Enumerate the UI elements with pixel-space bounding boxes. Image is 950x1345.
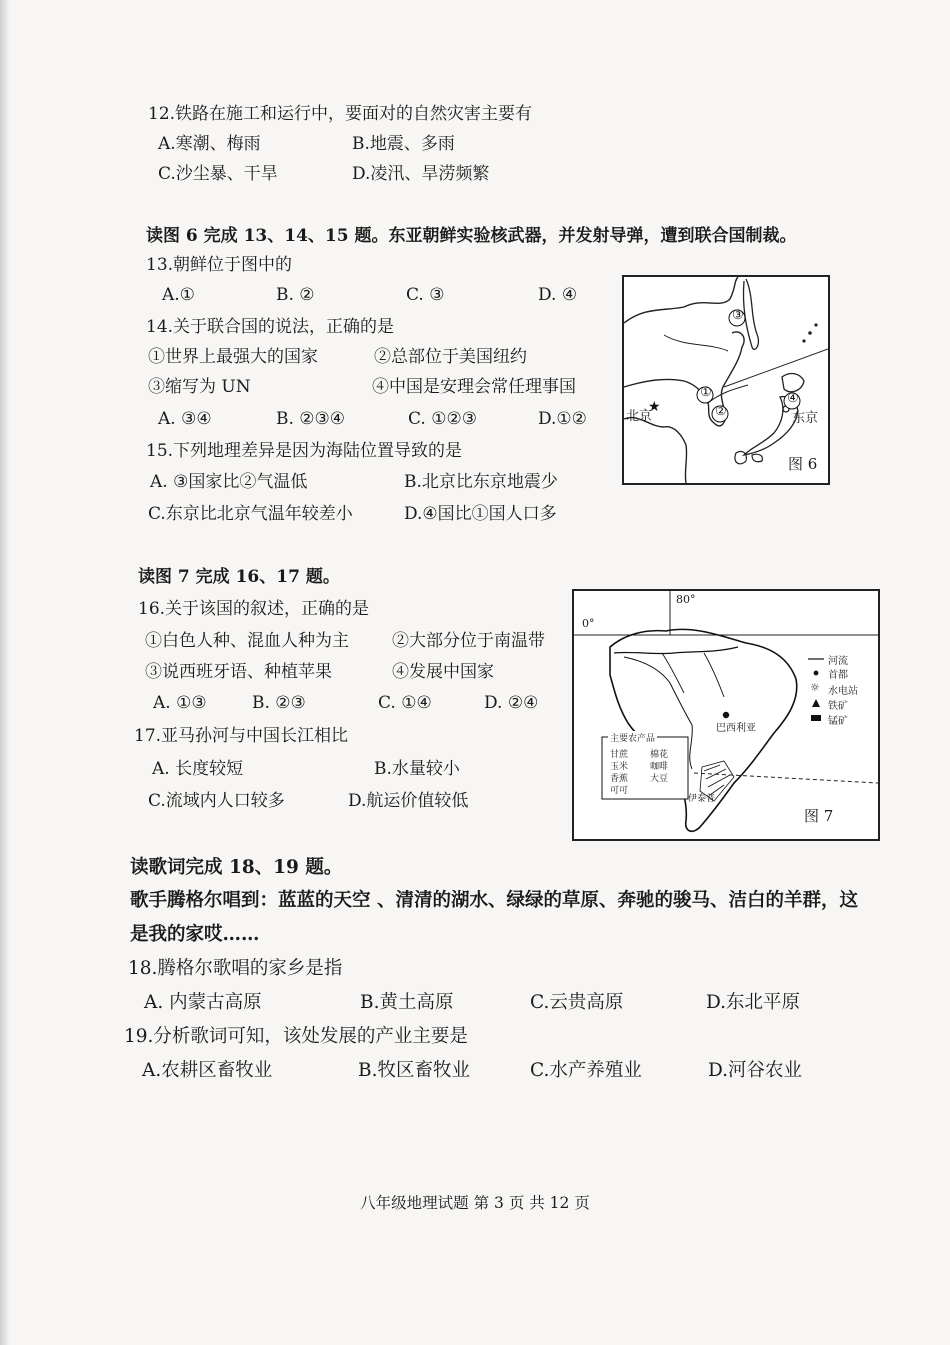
figure-7-caption: 图 7 [804,807,834,825]
q15-option-b: B.北京比东京地震少 [404,472,558,492]
q14-statement-3: ③缩写为 UN [148,377,251,397]
q16-option-a: A. ①③ [153,693,207,713]
q12-option-a: A.寒潮、梅雨 [158,134,261,154]
crop-coffee: 咖啡 [650,762,669,772]
q17-option-c: C.流域内人口较多 [148,791,285,811]
q14-stem: 14.关于联合国的说法，正确的是 [146,317,395,337]
q18-option-a: A. 内蒙古高原 [144,992,262,1013]
q18-stem: 18.腾格尔歌唱的家乡是指 [128,958,343,979]
legend-manganese-mine: 锰矿 [828,716,848,727]
q18-option-c: C.云贵高原 [530,992,624,1013]
q13-option-b: B. ② [276,285,315,305]
q16-option-d: D. ②④ [484,693,539,713]
q15-option-d: D.④国比①国人口多 [404,504,557,524]
instruction-q13-15: 读图 6 完成 13、14、15 题。东亚朝鲜实验核武器，并发射导弹，遭到联合国制裁。 [146,226,797,246]
instruction-q16-17: 读图 7 完成 16、17 题。 [138,567,340,587]
beijing-label: 北京 [626,409,653,424]
legend-capital: 首都 [828,670,848,681]
q19-option-a: A.农耕区畜牧业 [142,1060,273,1081]
lat-0-label: 0° [582,617,595,630]
figure-6-east-asia-map [622,275,830,485]
q18-option-b: B.黄土高原 [360,992,454,1013]
figure-6-caption: 图 6 [788,455,818,473]
q19-option-d: D.河谷农业 [708,1060,803,1081]
q13-option-a: A.① [162,285,195,305]
q19-option-b: B.牧区畜牧业 [358,1060,470,1081]
q16-option-c: C. ①④ [378,693,432,713]
itaipu-label: 伊泰普 [688,794,716,804]
marker-4: ④ [787,391,799,406]
q16-statement-1: ①白色人种、混血人种为主 [145,631,349,651]
q16-statement-3: ③说西班牙语、种植苹果 [145,662,332,682]
crop-corn: 玉米 [610,762,629,772]
legend-hydropower: 水电站 [828,686,858,697]
q14-statement-4: ④中国是安理会常任理事国 [372,377,576,397]
q14-option-d: D.①② [538,409,587,429]
legend-river: 河流 [828,656,848,667]
crops-legend-title: 主要农产品 [608,731,657,744]
q16-stem: 16.关于该国的叙述，正确的是 [138,599,370,619]
q12-stem: 12.铁路在施工和运行中，要面对的自然灾害主要有 [148,104,533,124]
figure-7-brazil-map [572,589,880,841]
crop-banana: 香蕉 [610,774,629,784]
q13-stem: 13.朝鲜位于图中的 [146,255,293,275]
capital-label: 巴西利亚 [716,723,756,734]
marker-2: ② [715,404,727,419]
q14-option-c: C. ①②③ [408,409,477,429]
svg-text:★: ★ [648,399,661,415]
q14-statement-1: ①世界上最强大的国家 [148,347,318,367]
q18-option-d: D.东北平原 [706,992,801,1013]
crop-cocoa: 可可 [610,786,629,796]
instruction-q18-19: 读歌词完成 18、19 题。 [130,857,343,878]
q19-stem: 19.分析歌词可知，该处发展的产业主要是 [124,1026,468,1047]
q14-statement-2: ②总部位于美国纽约 [374,347,527,367]
lyric-line-2: 是我的家哎…… [130,924,260,945]
q13-option-c: C. ③ [406,285,445,305]
q12-option-d: D.凌汛、旱涝频繁 [352,164,490,184]
crop-soybean: 大豆 [650,774,669,784]
q15-option-a: A. ③国家比②气温低 [150,472,308,492]
q17-option-d: D.航运价值较低 [348,791,469,811]
scan-edge-shadow [0,0,10,1345]
legend-iron-mine: 铁矿 [828,701,848,712]
q16-statement-4: ④发展中国家 [392,662,494,682]
page-footer: 八年级地理试题 第 3 页 共 12 页 [360,1194,590,1212]
q19-option-c: C.水产养殖业 [530,1060,642,1081]
crop-sugarcane: 甘蔗 [610,750,629,760]
q12-option-b: B.地震、多雨 [352,134,455,154]
tokyo-label: 东京 [792,411,819,426]
q13-option-d: D. ④ [538,285,578,305]
marker-1: ① [700,385,712,400]
q16-option-b: B. ②③ [252,693,306,713]
q15-option-c: C.东京比北京气温年较差小 [148,504,353,524]
lyric-line-1: 歌手腾格尔唱到：蓝蓝的天空 、清清的湖水、绿绿的草原、奔驰的骏马、洁白的羊群，这 [130,890,858,911]
q17-stem: 17.亚马孙河与中国长江相比 [134,726,349,746]
q14-option-b: B. ②③④ [276,409,346,429]
q12-option-c: C.沙尘暴、干旱 [158,164,278,184]
lon-80-label: 80° [676,593,696,606]
q16-statement-2: ②大部分位于南温带 [392,631,545,651]
q14-option-a: A. ③④ [158,409,212,429]
q17-option-a: A. 长度较短 [152,759,244,779]
q15-stem: 15.下列地理差异是因为海陆位置导致的是 [146,441,463,461]
crop-cotton: 棉花 [650,750,669,760]
svg-text:☼: ☼ [810,681,820,694]
marker-3: ③ [732,308,744,323]
q17-option-b: B.水量较小 [374,759,460,779]
